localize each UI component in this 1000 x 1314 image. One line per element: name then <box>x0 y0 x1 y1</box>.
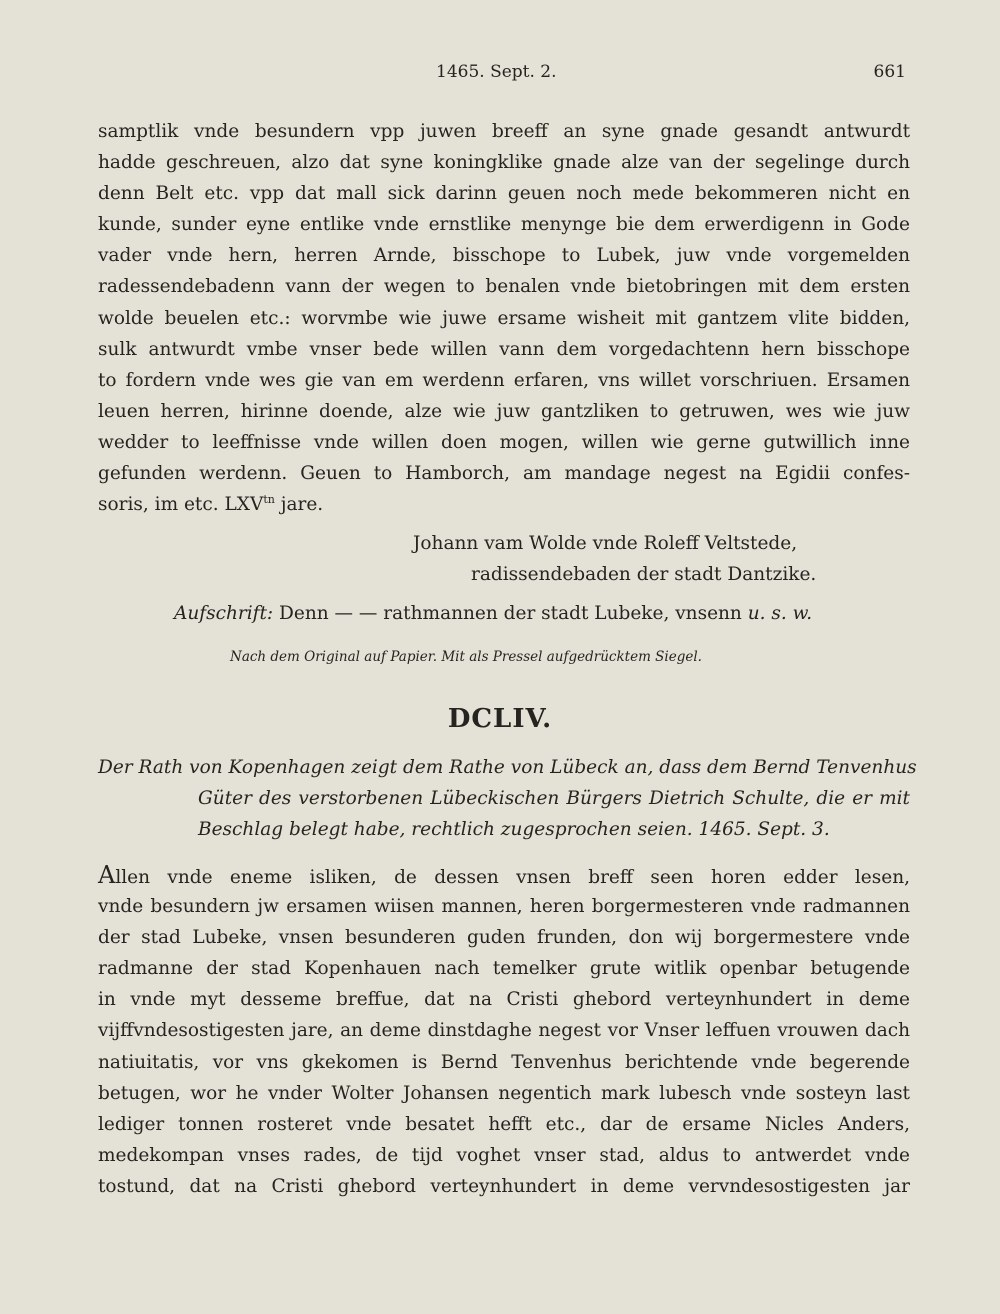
letter-line: tostund, dat na Cristi ghebord verteynhundert in deme vervndesostigesten jar <box>98 1175 910 1197</box>
closing-text: soris, im etc. LXV <box>98 494 264 516</box>
signature-line-1: Johann vam Wolde vnde Roleff Veltstede, <box>413 533 798 554</box>
header-date: 1465. Sept. 2. <box>436 62 557 82</box>
document-number: DCLIV. <box>447 704 553 734</box>
letter-first-line <box>98 860 910 891</box>
first-line-text: llen vnde eneme isliken, de dessen vnsen breff seen horen edder lesen, <box>115 867 910 888</box>
letter-line: kunde, sunder eyne entlike vnde ernstlike menynge bie dem erwerdigenn in Gode <box>98 214 910 236</box>
letter-line: natiuitatis, vor vns gkekomen is Bernd Tenvenhus berichtende vnde begerende <box>98 1051 910 1073</box>
letter-line: wedder to leeffnisse vnde willen doen mogen, willen wie gerne gutwillich inne <box>98 431 910 453</box>
closing-superscript: tn <box>263 492 275 506</box>
address-line <box>174 598 812 629</box>
address-abbr: u. s. w. <box>747 603 813 624</box>
address-label: Aufschrift: <box>174 603 274 624</box>
letter-line: samptlik vnde besundern vpp juwen breeff an syne gnade gesandt antwurdt <box>98 121 910 142</box>
letter-line: leuen herren, hirinne doende, alze wie juw gantzliken to getruwen, wes wie juw <box>98 400 910 422</box>
closing-tail: jare. <box>274 494 324 516</box>
letter-line: in vnde myt desseme breffue, dat na Cristi ghebord verteynhundert in deme <box>98 989 910 1011</box>
source-note: Nach dem Original auf Papier. Mit als Pressel aufgedrücktem Siegel. <box>230 649 702 665</box>
letter-line: radessendebadenn vann der wegen to benalen vnde bietobringen mit dem ersten <box>98 276 910 298</box>
letter-line: medekompan vnses rades, de tijd voghet vnser stad, aldus to antwerdet vnde <box>98 1144 910 1166</box>
letter-line: denn Belt etc. vpp dat mall sick darinn geuen noch mede bekommeren nicht en <box>98 183 910 205</box>
letter-closing-line <box>98 489 910 520</box>
letter-line: to fordern vnde wes gie van em werdenn erfaren, vns willet vorschriuen. Ersamen <box>98 369 910 391</box>
letter-line: betugen, wor he vnder Wolter Johansen negentich mark lubesch vnde sosteyn last <box>98 1082 910 1104</box>
second-letter-body <box>98 860 910 1202</box>
letter-line: wolde beuelen etc.: worvmbe wie juwe ersame wisheit mit gantzem vlite bidden, <box>98 307 910 329</box>
letter-line: der stad Lubeke, vnsen besunderen guden frunden, don wij borgermestere vnde <box>98 927 910 949</box>
summary-line: Der Rath von Kopenhagen zeigt dem Rathe von Lübeck an, dass dem Bernd Tenvenhus <box>98 757 917 778</box>
initial-letter: A <box>98 861 116 889</box>
letter-line: radmanne der stad Kopenhauen nach temelker grute witlik openbar betugende <box>98 958 910 980</box>
letter-line: lediger tonnen rosteret vnde besatet hefft etc., dar de ersame Nicles Anders, <box>98 1113 910 1135</box>
letter-body <box>98 116 910 520</box>
running-header <box>98 62 910 86</box>
signature-line-2: radissendebaden der stadt Dantzike. <box>471 564 817 585</box>
letter-line: vijffvndesostigesten jare, an deme dinstdaghe negest vor Vnser leffuen vrouwen dach <box>98 1020 910 1042</box>
letter-line: hadde geschreuen, alzo dat syne koningklike gnade alze van der segelinge durch <box>98 152 910 174</box>
document-summary <box>98 752 917 845</box>
address-text: Denn — — rathmannen der stadt Lubeke, vnsenn <box>273 603 748 624</box>
summary-line: Güter des verstorbenen Lübeckischen Bürgers Dietrich Schulte, die er mit <box>198 788 910 809</box>
page-number: 661 <box>873 62 906 82</box>
letter-line: gefunden werdenn. Geuen to Hamborch, am mandage negest na Egidii confes- <box>98 463 910 485</box>
letter-line: vnde besundern jw ersamen wiisen mannen, heren borgermesteren vnde radmannen <box>98 896 910 918</box>
letter-line: sulk antwurdt vmbe vnser bede willen vann dem vorgedachtenn hern bisschope <box>98 338 910 360</box>
letter-line: vader vnde hern, herren Arnde, bisschope to Lubek, juw vnde vorgemelden <box>98 245 910 267</box>
summary-line: Beschlag belegt habe, rechtlich zugesprochen seien. 1465. Sept. 3. <box>198 819 830 840</box>
